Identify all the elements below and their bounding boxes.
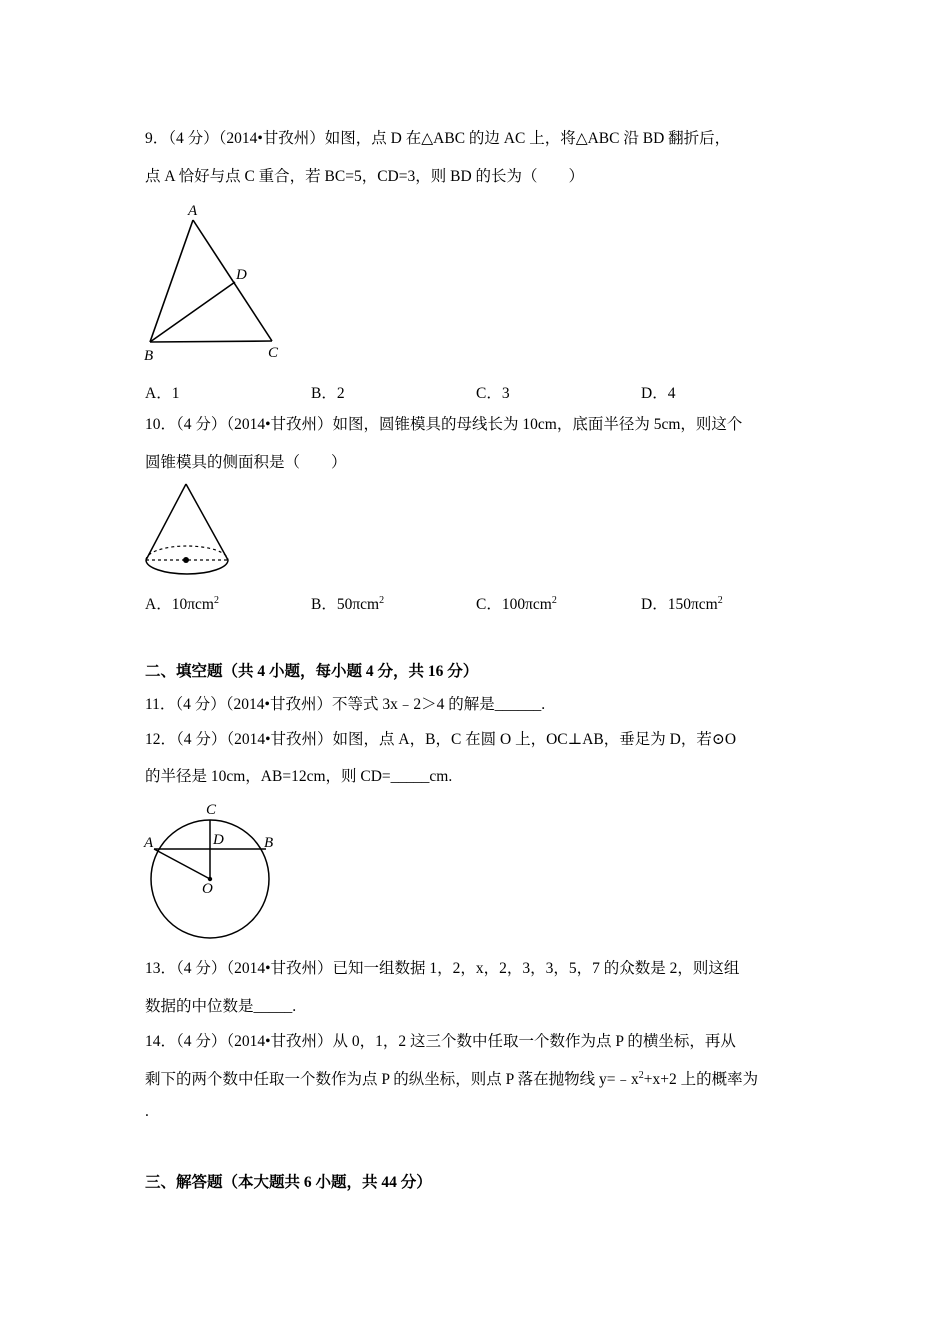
q9-line2: 点 A 恰好与点 C 重合，若 BC=5，CD=3，则 BD 的长为（ ） [145,168,585,185]
q9-option-a: A．1 [145,385,180,402]
q9-option-b: B．2 [311,385,345,402]
q14-line2: 剩下的两个数中任取一个数作为点 P 的纵坐标，则点 P 落在抛物线 $y=﹣x^2+x+2$ 上的概率为 [145,1070,759,1088]
q10-line2: 圆锥模具的侧面积是（ ） [145,454,347,471]
cone-figure [140,478,240,580]
q9-option-d: D．4 [641,385,676,402]
q12-line1: 12．（4 分）（2014•甘孜州）如图，点 A，B，C 在圆 O 上，OC⊥AB，垂足为 D，若⊙O [145,731,737,748]
q10-option-a: A．10πcm$^2$ [145,595,219,613]
q13-line2: 数据的中位数是_____. [145,998,297,1015]
label-o: O [202,881,213,897]
section2-heading: 二、填空题（共 4 小题，每小题 4 分，共 16 分） [145,663,479,680]
q9-line1: 9．（4 分）（2014•甘孜州）如图，点 D 在△ABC 的边 AC 上，将△ABC 沿 BD 翻折后， [145,130,731,147]
q11-line: 11．（4 分）（2014•甘孜州）不等式 3x﹣2＞4 的解是______. [145,696,546,713]
label-d: D [213,832,224,848]
q12-line2: 的半径是 10cm，AB=12cm，则 CD=_____cm. [145,768,453,785]
q14-line1: 14．（4 分）（2014•甘孜州）从 0，1，2 这三个数中任取一个数作为点 P 的横坐标，再从 [145,1033,736,1050]
label-c: C [206,802,217,818]
section3-heading: 三、解答题（本大题共 6 小题，共 44 分） [145,1174,432,1191]
q9-option-c: C．3 [476,385,510,402]
label-b: B [144,348,154,364]
triangle-abc-figure [140,200,290,368]
label-d: D [236,267,247,283]
q14-line3: . [145,1103,149,1120]
label-c: C [268,345,279,361]
q13-line1: 13．（4 分）（2014•甘孜州）已知一组数据 1，2，x，2，3，3，5，7 的众数是 2，则这组 [145,960,740,977]
q10-option-b: B．50πcm$^2$ [311,595,385,613]
q10-option-d: D．150πcm$^2$ [641,595,723,613]
q10-option-c: C．100πcm$^2$ [476,595,557,613]
label-a: A [144,835,154,851]
label-a: A [188,203,198,219]
label-b: B [264,835,274,851]
q10-line1: 10．（4 分）（2014•甘孜州）如图，圆锥模具的母线长为 10cm，底面半径为 5cm，则这个 [145,416,743,433]
circle-o-figure [140,797,285,942]
